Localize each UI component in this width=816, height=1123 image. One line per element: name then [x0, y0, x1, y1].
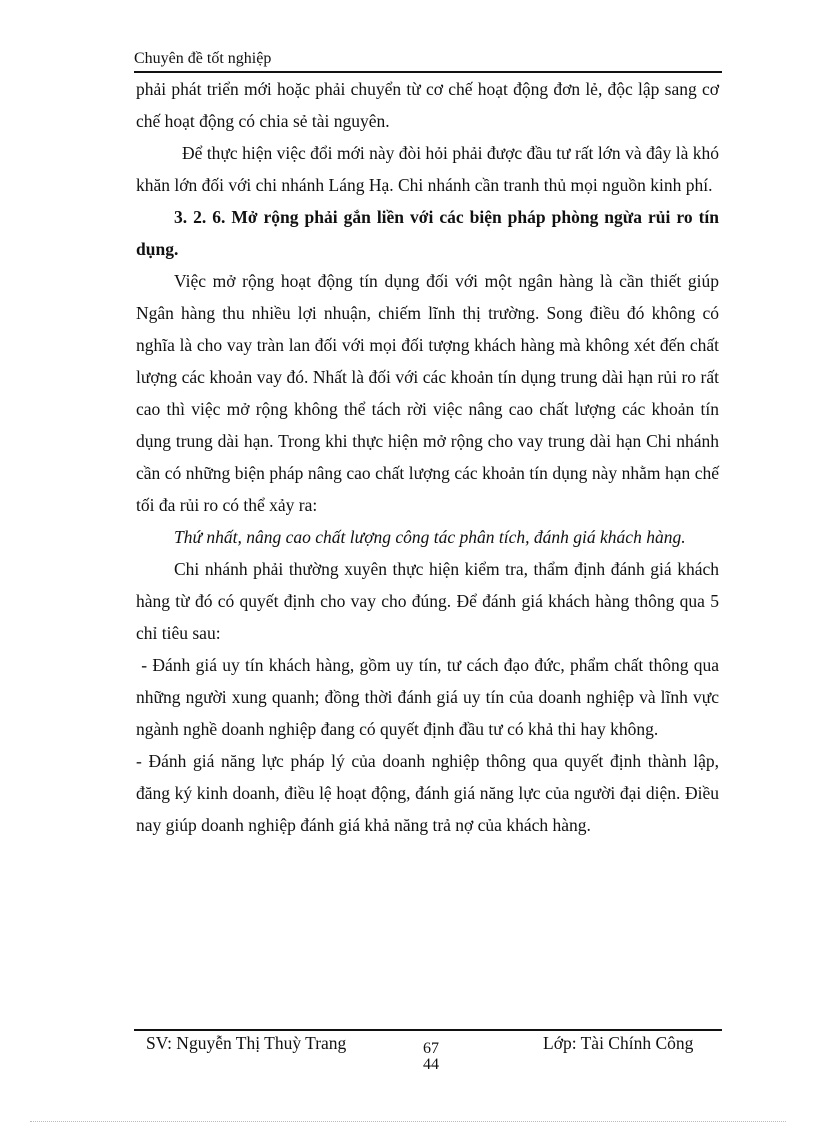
- header-title: Chuyên đề tốt nghiệp: [134, 50, 272, 67]
- footer-student-name: SV: Nguyễn Thị Thuỳ Trang: [146, 1033, 347, 1053]
- bullet-reputation: - Đánh giá uy tín khách hàng, gồm uy tín, tư cách đạo đức, phẩm chất thông qua những người xung quanh; đồng thời đánh giá uy tín của doanh nghiệp và lĩnh vực ngành nghề doanh nghiệp đang có quyết định đầu tư có khả thi hay không.: [136, 655, 724, 739]
- paragraph-credit-expansion: Việc mở rộng hoạt động tín dụng đối với một ngân hàng là cần thiết giúp Ngân hàng thu nhiều lợi nhuận, chiếm lĩnh thị trường. Song điều đó không có nghĩa là cho vay tràn lan đối với mọi đối tượng khách hàng mà không xét đến chất lượng các khoản vay đó. Nhất là đối với các khoản tín dụng trung dài hạn rủi ro rất cao thì việc mở rộng không thể tách rời việc nâng cao chất lượng các khoản tín dụng trung dài hạn. Trong khi thực hiện mở rộng cho vay trung dài hạn Chi nhánh cần có những biện pháp nâng cao chất lượng các khoản tín dụng này nhằm hạn chế tối đa rủi ro có thể xảy ra:: [136, 271, 719, 515]
- bullet-legal-capacity: - Đánh giá năng lực pháp lý của doanh nghiệp thông qua quyết định thành lập, đăng ký kinh doanh, điều lệ hoạt động, đánh giá năng lực của người đại diện. Điều nay giúp doanh nghiệp đánh giá khả năng trả nợ của khách hàng.: [136, 751, 719, 835]
- paragraph-customer-evaluation: Chi nhánh phải thường xuyên thực hiện kiểm tra, thẩm định đánh giá khách hàng từ đó có quyết định cho vay cho đúng. Để đánh giá khách hàng thông qua 5 chỉ tiêu sau:: [136, 559, 719, 643]
- page-number: [419, 1041, 443, 1073]
- document-body: [136, 73, 724, 841]
- page-number-top: 67: [423, 1040, 439, 1057]
- paragraph-first-measure: Thứ nhất, nâng cao chất lượng công tác phân tích, đánh giá khách hàng.: [174, 527, 686, 547]
- footer-divider: [134, 1029, 722, 1031]
- page-header: [134, 49, 722, 69]
- footer-class-name: Lớp: Tài Chính Công: [543, 1033, 694, 1053]
- paragraph-continuation: phải phát triển mới hoặc phải chuyển từ cơ chế hoạt động đơn lẻ, độc lập sang cơ chế hoạt động có chia sẻ tài nguyên.: [136, 79, 719, 131]
- page-number-bottom: 44: [423, 1056, 439, 1073]
- section-heading-3-2-6: 3. 2. 6. Mở rộng phải gắn liền với các biện pháp phòng ngừa rủi ro tín dụng.: [136, 207, 719, 259]
- paragraph-renovation: Để thực hiện việc đổi mới này đòi hỏi phải được đầu tư rất lớn và đây là khó khăn lớn đối với chi nhánh Láng Hạ. Chi nhánh cần tranh thủ mọi nguồn kinh phí.: [136, 143, 719, 195]
- page-bottom-border: [30, 1121, 786, 1122]
